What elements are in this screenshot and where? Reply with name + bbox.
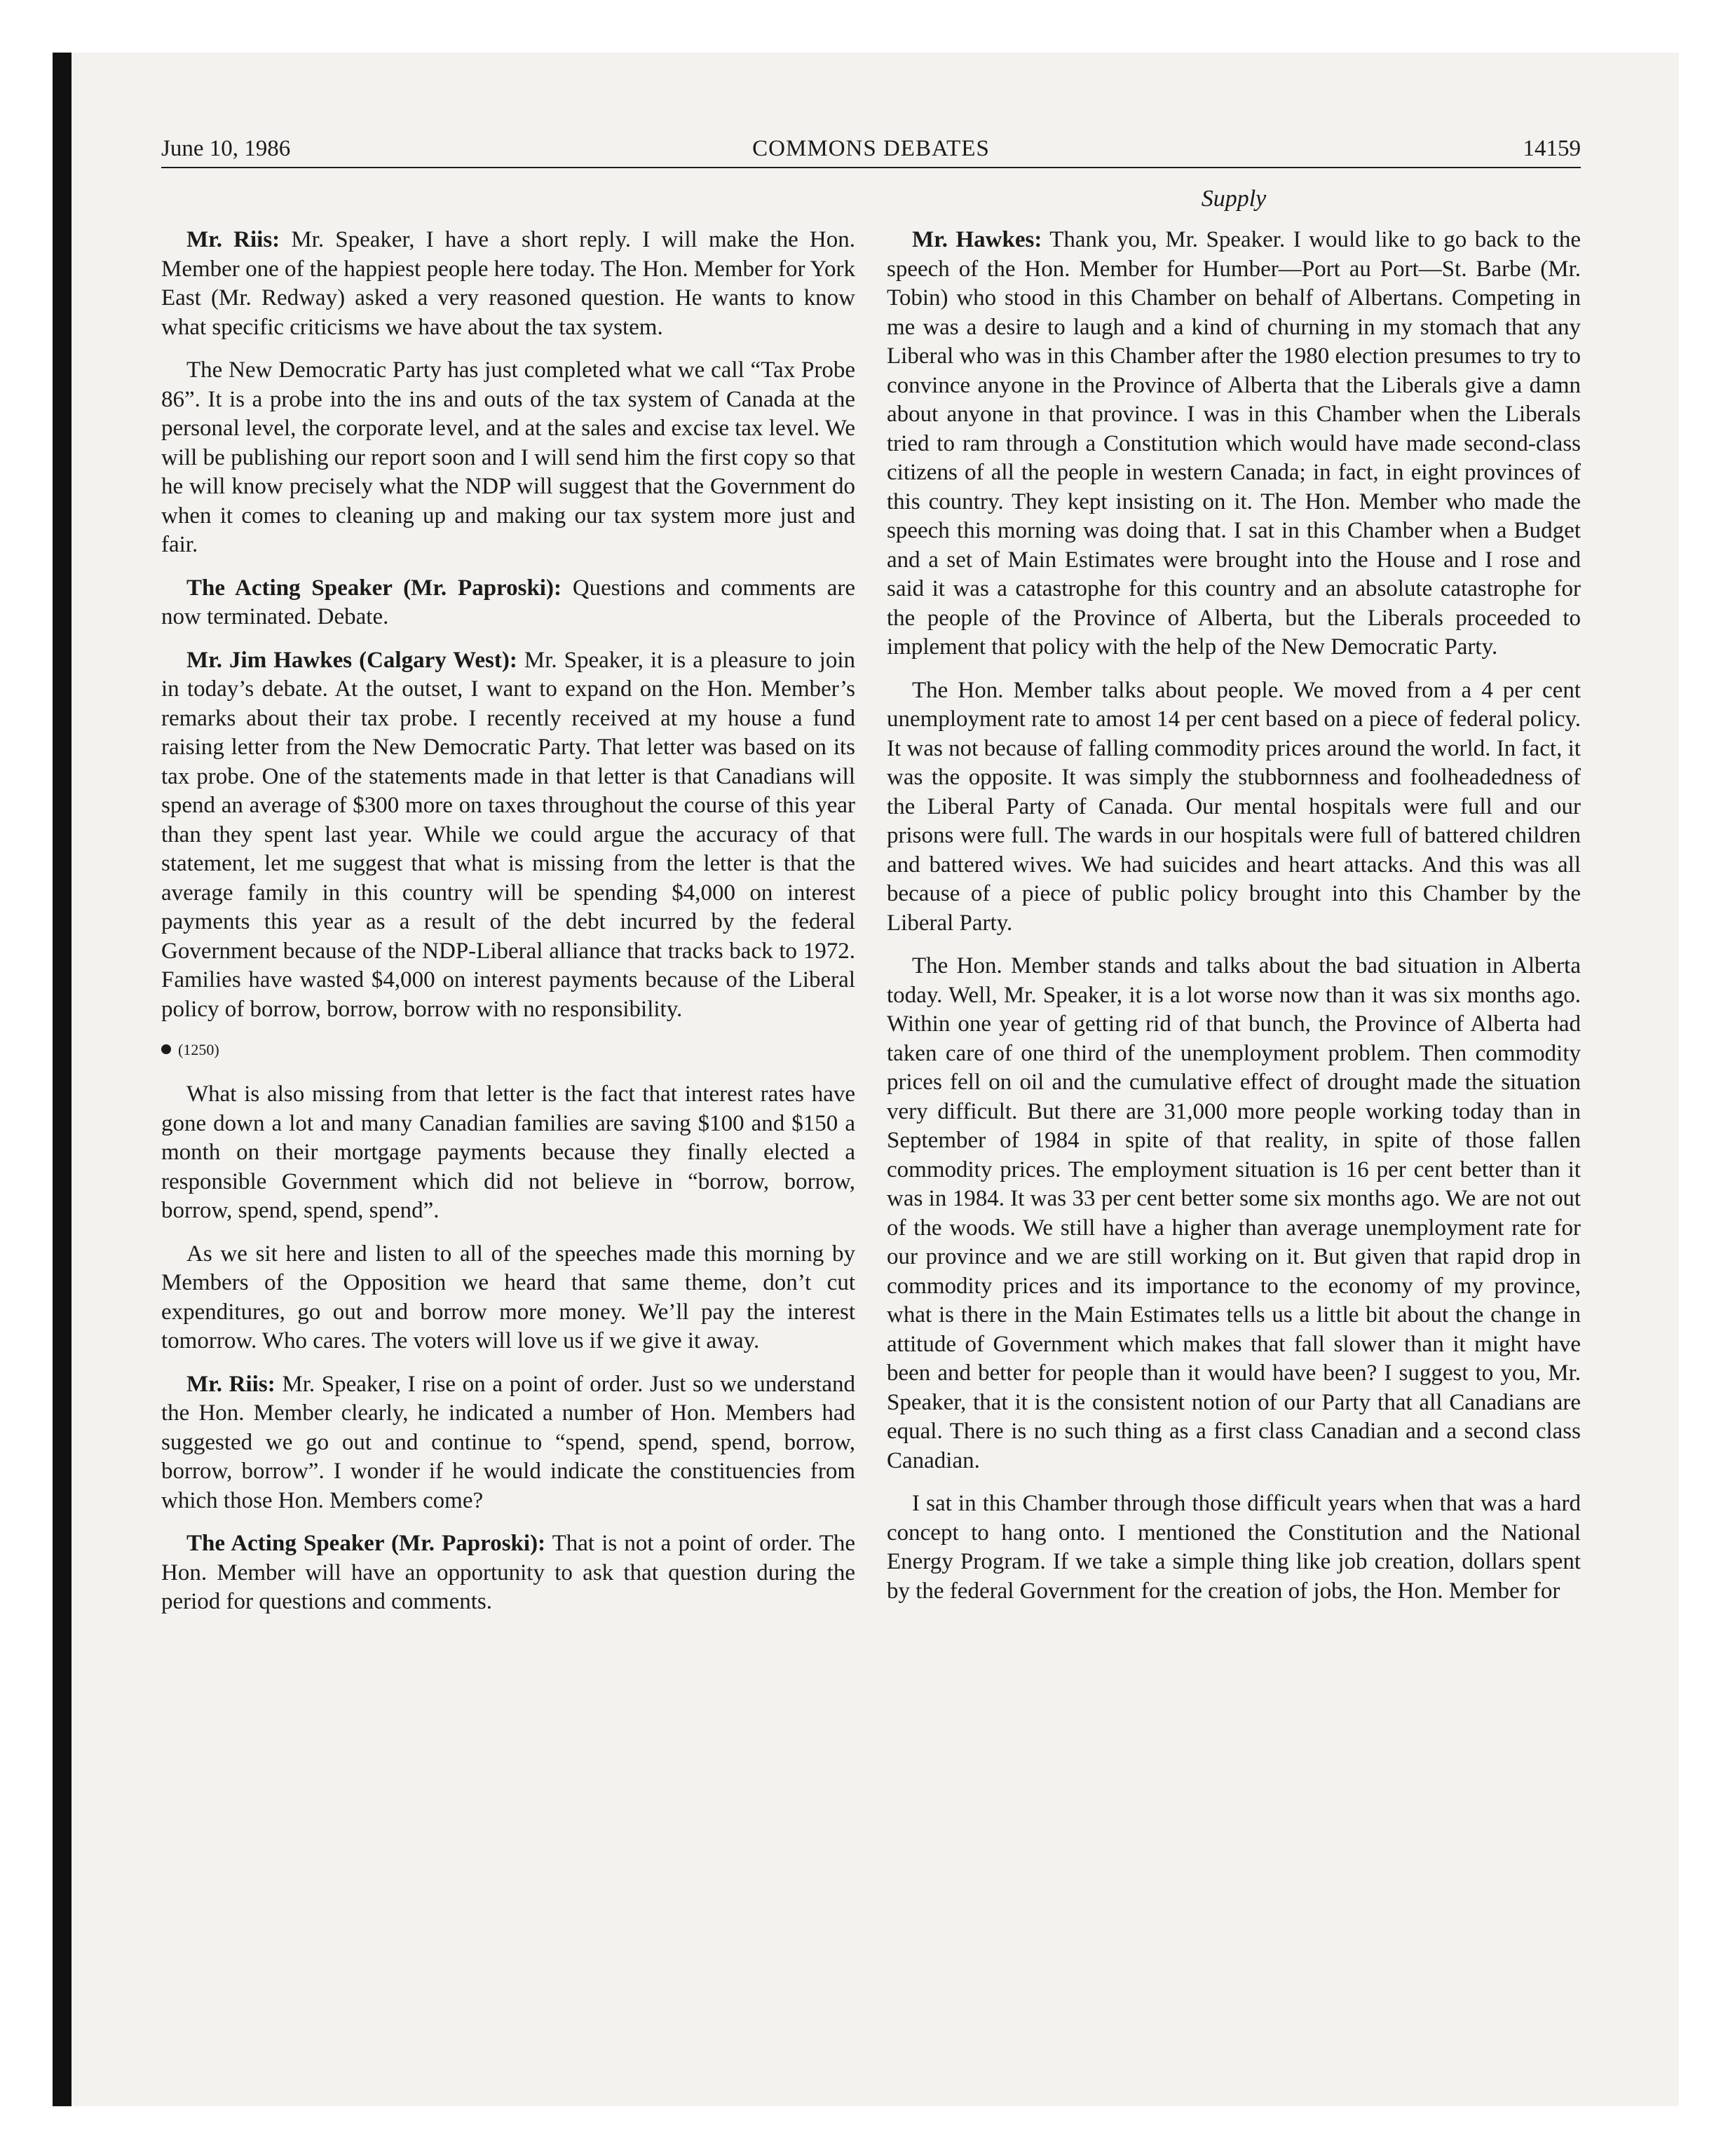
section-title: Supply <box>1201 186 1267 212</box>
header-page-number: 14159 <box>1523 136 1581 161</box>
speaker-name: The Acting Speaker (Mr. Paproski): <box>186 1531 546 1556</box>
paragraph-text: That is not a point of order. The Hon. Member will have an opportunity to ask that question during the period for questions and comments. <box>161 1531 855 1614</box>
paragraph: The Hon. Member talks about people. We moved from a 4 per cent unemployment rate to amost 14 per cent based on a piece of federal policy. It was not because of falling commodity prices around the world. In fact, it was the opposite. It was simply the stubbornness and foolheadedness of the Liberal Party of Canada. Our mental hospitals were full and our prisons were full. The wards in our hospitals were full of battered children and battered wives. We had suicides and heart attacks. And this was all because of a piece of public policy brought into this Chamber by the Liberal Party. <box>887 677 1581 936</box>
header-title: COMMONS DEBATES <box>752 136 990 161</box>
scan-edge-bar <box>53 53 72 2106</box>
time-marker-text: (1250) <box>178 1041 219 1058</box>
page-header <box>161 133 1581 168</box>
paragraph: What is also missing from that letter is the fact that interest rates have gone down a lot and many Canadian families are saving $100 and $150 a month on their mortgage payments because they finally elected a responsible Government which did not believe in “borrow, borrow, borrow, spend, spend, spend”. <box>161 1082 855 1223</box>
paragraph: As we sit here and listen to all of the speeches made this morning by Members of the Opposition we heard that same theme, don’t cut expenditures, go out and borrow more money. We’ll pay the interest tomorrow. Who cares. The voters will love us if we give it away. <box>161 1241 855 1353</box>
speaker-name: Mr. Riis: <box>186 1371 275 1397</box>
header-date: June 10, 1986 <box>161 136 291 161</box>
paragraph: I sat in this Chamber through those difficult years when that was a hard concept to hang onto. I mentioned the Constitution and the National Energy Program. If we take a simple thing like job creation, dollars spent by the federal Government for the creation of jobs, the Hon. Member for <box>887 1491 1581 1604</box>
left-column <box>161 226 855 1631</box>
paragraph: The Hon. Member stands and talks about the bad situation in Alberta today. Well, Mr. Speaker, it is a lot worse now than it was six months ago. Within one year of getting rid of that bunch, the Province of Alberta had taken care of one third of the unemployment problem. Then commodity prices fell on oil and the cumulative effect of drought made the situation very difficult. But there are 31,000 more people working today than in September of 1984 in spite of that reality, in spite of those fallen commodity prices. The employment situation is 16 per cent better than it was in 1984. It was 33 per cent better some six months ago. We are not out of the woods. We still have a higher than average unemployment rate for our province and we are still working on it. But given that rapid drop in commodity prices and its importance to the economy of my province, what is there in the Main Estimates tells us a little bit about the change in attitude of Government which makes that fall slower than it might have been and better for people than it would have been? I suggest to you, Mr. Speaker, that it is the consistent notion of our Party that all Canadians are equal. There is no such thing as a first class Canadian and a second class Canadian. <box>887 953 1581 1473</box>
paragraph-text: Mr. Speaker, it is a pleasure to join in today’s debate. At the outset, I want to expand on the Hon. Member’s remarks about their tax probe. I recently received at my house a fund raising letter from the New Democratic Party. That letter was based on its tax probe. One of the statements made in that letter is that Canadians will spend an average of $300 more on taxes throughout the course of this year than they spent last year. While we could argue the accuracy of that statement, let me suggest that what is missing from the letter is that the average family in this country will be spending $4,000 on interest payments this year as a result of the debt incurred by the federal Government because of the NDP-Liberal alliance that tracks back to 1972. Families have wasted $4,000 on interest payments because of the Liberal policy of borrow, borrow, borrow with no responsibility. <box>161 647 855 1022</box>
paragraph <box>161 1370 855 1516</box>
speaker-name: Mr. Hawkes: <box>912 227 1042 252</box>
paragraph <box>887 226 1581 662</box>
paragraph-text: Mr. Speaker, I have a short reply. I will make the Hon. Member one of the happiest people here today. The Hon. Member for York East (Mr. Redway) asked a very reasoned question. He wants to know what specific criticisms we have about the tax system. <box>161 227 856 340</box>
time-marker <box>161 1038 855 1062</box>
speaker-name: Mr. Jim Hawkes (Calgary West): <box>186 647 517 673</box>
speaker-name: Mr. Riis: <box>186 227 280 252</box>
paragraph <box>161 226 855 342</box>
speaker-name: The Acting Speaker (Mr. Paproski): <box>186 575 562 601</box>
paragraph-text: Thank you, Mr. Speaker. I would like to go back to the speech of the Hon. Member for Humber—Port au Port—St. Barbe (Mr. Tobin) who stood in this Chamber on behalf of Albertans. Competing in me was a desire to laugh and a kind of churning in my stomach that any Liberal who was in this Chamber after the 1980 election presumes to try to convince anyone in the Province of Alberta that the Liberals give a damn about anyone in that province. I was in this Chamber when the Liberals tried to ram through a Constitution which would have made second-class citizens of all the people in western Canada; in fact, in eight provinces of this country. They kept insisting on it. The Hon. Member who made the speech this morning was doing that. I sat in this Chamber when a Budget and a set of Main Estimates were brought into the House and I rose and said it was a catastrophe for this country and an absolute catastrophe for the people of the Province of Alberta, but the Liberals proceeded to implement that policy with the help of the New Democratic Party. <box>887 227 1581 660</box>
paragraph-text: Questions and comments are now terminated. Debate. <box>161 575 855 629</box>
paragraph: The New Democratic Party has just completed what we call “Tax Probe 86”. It is a probe into the ins and outs of the tax system of Canada at the personal level, the corporate level, and at the sales and excise tax level. We will be publishing our report soon and I will send him the first copy so that he will know precisely what the NDP will suggest that the Government do when it comes to cleaning up and making our tax system more just and fair. <box>161 357 855 557</box>
paragraph <box>161 574 855 632</box>
bullet-icon <box>161 1044 171 1054</box>
paragraph <box>161 646 855 1025</box>
right-column <box>887 226 1581 1620</box>
paragraph <box>161 1529 855 1617</box>
paragraph-text: Mr. Speaker, I rise on a point of order. Just so we understand the Hon. Member clearly, he indicated a number of Hon. Members had suggested we go out and continue to “spend, spend, spend, borrow, borrow, borrow”. I wonder if he would indicate the constituencies from which those Hon. Members come? <box>161 1371 855 1513</box>
